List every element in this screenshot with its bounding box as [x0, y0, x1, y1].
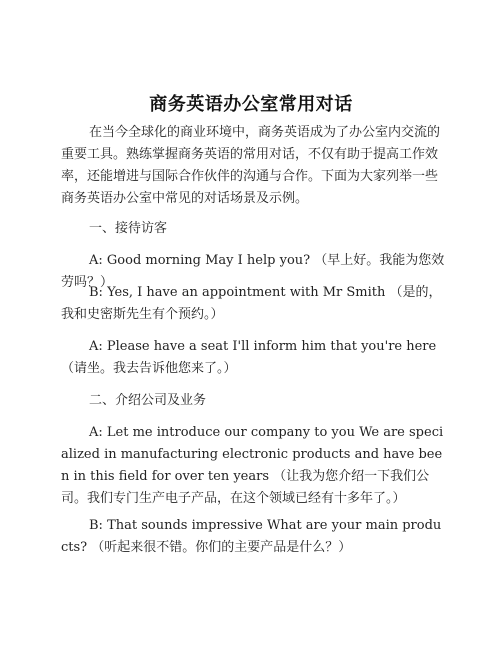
intro-paragraph: 在当今全球化的商业环境中，商务英语成为了办公室内交流的重要工具。熟练掌握商务英语的常用对话，不仅有助于提高工作效率，还能增进与国际合作伙伴的沟通与合作。下面为大家列举一些商务英语办公室中常见的对话场景及示例。: [61, 125, 441, 206]
section-heading-company-intro: 二、介绍公司及业务: [89, 393, 207, 408]
dialog-line: A: Good morning May I help you? （早上好。我能为您效劳吗？）: [61, 253, 445, 290]
dialog-line: A: Let me introduce our company to you We are specialized in manufacturing electronic products and have been in this field for over ten years （让我为您介绍一下我们公司。我们专门生产电子产品，在这个领域已经有十多年了。）: [61, 425, 444, 506]
dialog-line: A: Please have a seat I'll inform him that you're here （请坐。我去告诉他您来了。）: [61, 339, 437, 376]
page-title: 商务英语办公室常用对话: [149, 94, 353, 115]
section-heading-reception: 一、接待访客: [89, 221, 168, 236]
dialog-line: B: That sounds impressive What are your main products? （听起来很不错。你们的主要产品是什么？）: [61, 518, 442, 555]
dialog-line: B: Yes, I have an appointment with Mr Smith （是的，我和史密斯先生有个预约。）: [61, 285, 442, 322]
